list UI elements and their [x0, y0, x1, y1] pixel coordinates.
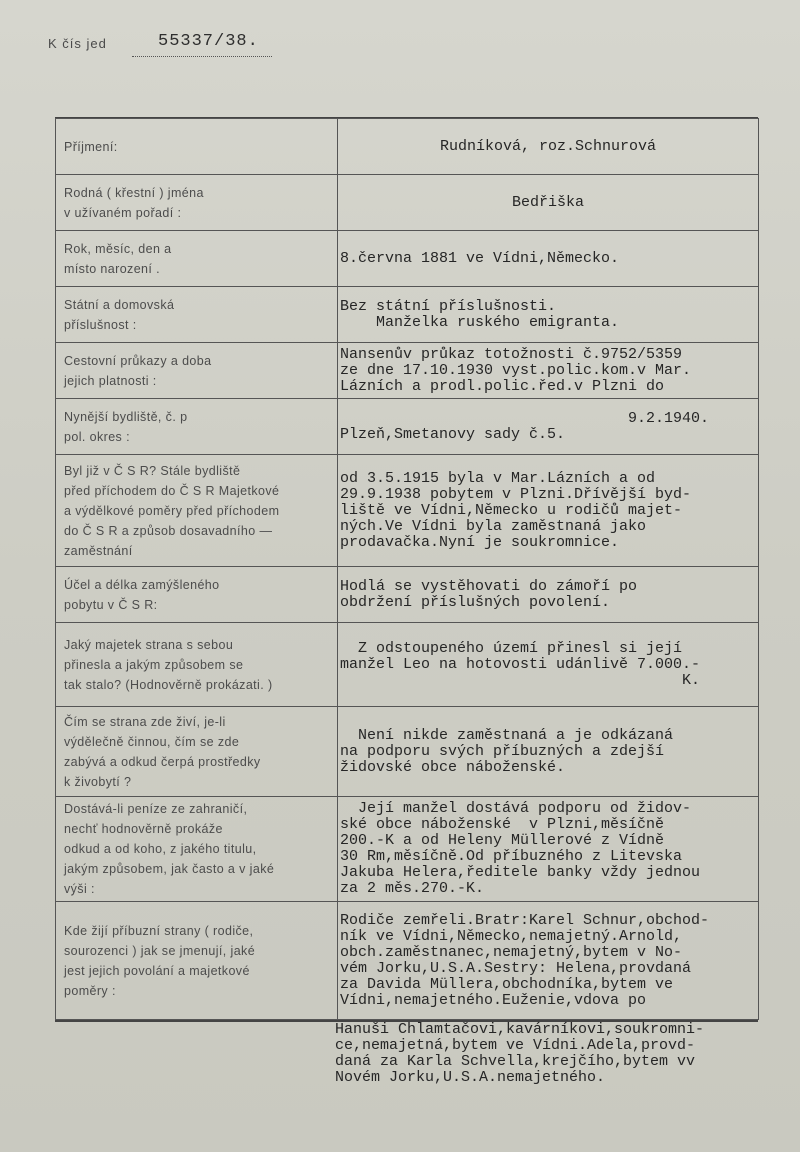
form-row — [56, 231, 759, 287]
answer-text — [338, 902, 759, 1020]
answer-line: Rodiče zemřeli.Bratr:Karel Schnur,obchod- — [340, 911, 710, 929]
question-line: Cestovní průkazy a doba — [64, 353, 212, 368]
answer-line: Bedřiška — [511, 193, 584, 211]
questionnaire-table — [55, 118, 759, 1020]
answer-line: ník ve Vídni,Německo,nemajetný.Arnold, — [340, 927, 683, 945]
continuation-line: daná za Karla Schvella,krejčího,bytem vv — [335, 1053, 696, 1070]
answer-text — [338, 567, 759, 623]
answer-line: 9.2.1940. — [340, 409, 710, 427]
form-row — [56, 623, 759, 707]
answer-text — [338, 287, 759, 343]
question-line: pol. okres : — [64, 429, 130, 444]
question-label — [56, 797, 338, 902]
question-line: odkud a od koho, z jakého titulu, — [64, 842, 257, 856]
form-row — [56, 343, 759, 399]
question-line: nechť hodnověrně prokáže — [64, 822, 223, 836]
question-line: přinesla a jakým způsobem se — [64, 657, 244, 672]
form-row — [56, 399, 759, 455]
form-row — [56, 902, 759, 1020]
question-line: výši : — [64, 882, 95, 896]
answer-line: za Davida Müllera,obchodníka,bytem ve — [340, 975, 674, 993]
answer-text — [338, 231, 759, 287]
answer-line: Manželka ruského emigranta. — [340, 313, 620, 331]
question-label — [56, 231, 338, 287]
question-line: jest jejich povolání a majetkové — [64, 963, 250, 978]
answer-line: Plzeň,Smetanovy sady č.5. — [340, 425, 566, 443]
answer-line: Jakuba Helera,ředitele banky vždy jednou — [340, 864, 701, 881]
question-line: poměry : — [64, 983, 116, 998]
question-line: Čím se strana zde živí, je-li — [64, 714, 226, 729]
form-row — [56, 455, 759, 567]
answer-text — [338, 175, 759, 231]
answer-line: liště ve Vídni,Německo u rodičů majet- — [340, 501, 683, 519]
question-line: zaměstnání — [64, 543, 133, 558]
question-label — [56, 343, 338, 399]
answer-line: Nansenův průkaz totožnosti č.9752/5359 — [340, 345, 683, 363]
question-line: jejich platnosti : — [64, 373, 157, 388]
question-line: výdělečně činnou, čím se zde — [64, 734, 240, 749]
question-label — [56, 287, 338, 343]
answer-line: na podporu svých příbuzných a zdejší — [340, 742, 665, 760]
reference-number: 55337/38. — [158, 32, 259, 51]
answer-line: obdržení příslušných povolení. — [340, 593, 611, 611]
question-line: Kde žijí příbuzní strany ( rodiče, — [64, 923, 254, 938]
continuation-text — [335, 1022, 704, 1086]
answer-text — [338, 119, 759, 175]
answer-text — [338, 623, 759, 707]
question-label — [56, 902, 338, 1020]
answer-line: za 2 měs.270.-K. — [340, 880, 485, 897]
question-label — [56, 175, 338, 231]
answer-line: Není nikde zaměstnaná a je odkázaná — [340, 726, 674, 744]
question-line: Státní a domovská — [64, 297, 175, 312]
answer-line: Hodlá se vystěhovati do zámoří po — [340, 577, 638, 595]
question-label — [56, 707, 338, 797]
question-line: Nynější bydliště, č. p — [64, 409, 188, 424]
form-row — [56, 797, 759, 902]
answer-line: vém Jorku,U.S.A.Sestry: Helena,provdaná — [340, 959, 692, 977]
question-line: jakým způsobem, jak často a v jaké — [64, 862, 275, 876]
question-line: Příjmení: — [64, 139, 118, 154]
question-line: Účel a délka zamýšleného — [64, 577, 220, 592]
answer-line: 30 Rm,měsíčně.Od příbuzného z Litevska — [340, 848, 683, 865]
continuation-line: ce,nemajetná,bytem ve Vídni.Adela,provd- — [335, 1037, 696, 1054]
answer-line: Její manžel dostává podporu od židov- — [340, 800, 692, 817]
answer-line: 8.června 1881 ve Vídni,Německo. — [340, 249, 620, 267]
answer-line: Lázních a prodl.polic.řed.v Plzni do — [340, 377, 665, 395]
answer-line: Vídni,nemajetného.Euženie,vdova po — [340, 991, 647, 1009]
question-label — [56, 623, 338, 707]
form-row — [56, 287, 759, 343]
answer-line: Z odstoupeného území přinesl si její — [340, 639, 683, 657]
question-line: pobytu v Č S R: — [64, 597, 158, 612]
question-line: místo narození . — [64, 261, 161, 276]
answer-line: ze dne 17.10.1930 vyst.polic.kom.v Mar. — [340, 361, 692, 379]
question-line: Jaký majetek strana s sebou — [64, 637, 234, 652]
answer-line: 200.-K a od Heleny Müllerové z Vídně — [340, 832, 665, 849]
question-line: k živobytí ? — [64, 774, 132, 789]
answer-line: manžel Leo na hotovosti udánlivě 7.000.- — [340, 655, 701, 673]
question-line: Byl již v Č S R? Stále bydliště — [64, 463, 241, 478]
question-line: do Č S R a způsob dosavadního — — [64, 523, 273, 538]
reference-label: K čís jed — [48, 36, 107, 51]
question-line: a výdělkové poměry před příchodem — [64, 503, 280, 518]
question-line: příslušnost : — [64, 317, 137, 332]
question-line: před příchodem do Č S R Majetkové — [64, 483, 280, 498]
answer-line: ské obce náboženské v Plzni,měsíčně — [340, 816, 665, 833]
question-label — [56, 567, 338, 623]
form-row — [56, 567, 759, 623]
answer-line: židovské obce náboženské. — [340, 758, 566, 776]
question-line: Rok, měsíc, den a — [64, 241, 172, 256]
continuation-line: Hanuši Chlamtačovi,kavárníkovi,soukromni- — [335, 1021, 705, 1038]
answer-line: K. — [340, 671, 701, 689]
answer-text — [338, 707, 759, 797]
question-line: Rodná ( křestní ) jména — [64, 185, 204, 200]
question-label — [56, 455, 338, 567]
answer-line: obch.zaměstnanec,nemajetný,bytem v No- — [340, 943, 683, 961]
question-line: sourozenci ) jak se jmenují, jaké — [64, 943, 256, 958]
continuation-line: Novém Jorku,U.S.A.nemajetného. — [335, 1069, 606, 1086]
answer-text — [338, 399, 759, 455]
answer-line: Bez státní příslušnosti. — [340, 297, 557, 315]
question-label — [56, 119, 338, 175]
form-row — [56, 707, 759, 797]
reference-dotted-line — [132, 56, 272, 57]
answer-line: Rudníková, roz.Schnurová — [439, 137, 657, 155]
question-line: zabývá a odkud čerpá prostředky — [64, 754, 261, 769]
answer-line: od 3.5.1915 byla v Mar.Lázních a od — [340, 469, 656, 487]
question-line: Dostává-li peníze ze zahraničí, — [64, 802, 248, 816]
answer-text — [338, 797, 759, 902]
question-label — [56, 399, 338, 455]
form-row — [56, 175, 759, 231]
question-line: tak stalo? (Hodnověrně prokázati. ) — [64, 677, 273, 692]
answer-line: ných.Ve Vídni byla zaměstnaná jako — [340, 517, 647, 535]
answer-line: prodavačka.Nyní je soukromnice. — [340, 533, 620, 551]
answer-line: 29.9.1938 pobytem v Plzni.Dřívější byd- — [340, 485, 692, 503]
question-line: v užívaném pořadí : — [64, 205, 182, 220]
answer-text — [338, 343, 759, 399]
answer-text — [338, 455, 759, 567]
form-row — [56, 119, 759, 175]
